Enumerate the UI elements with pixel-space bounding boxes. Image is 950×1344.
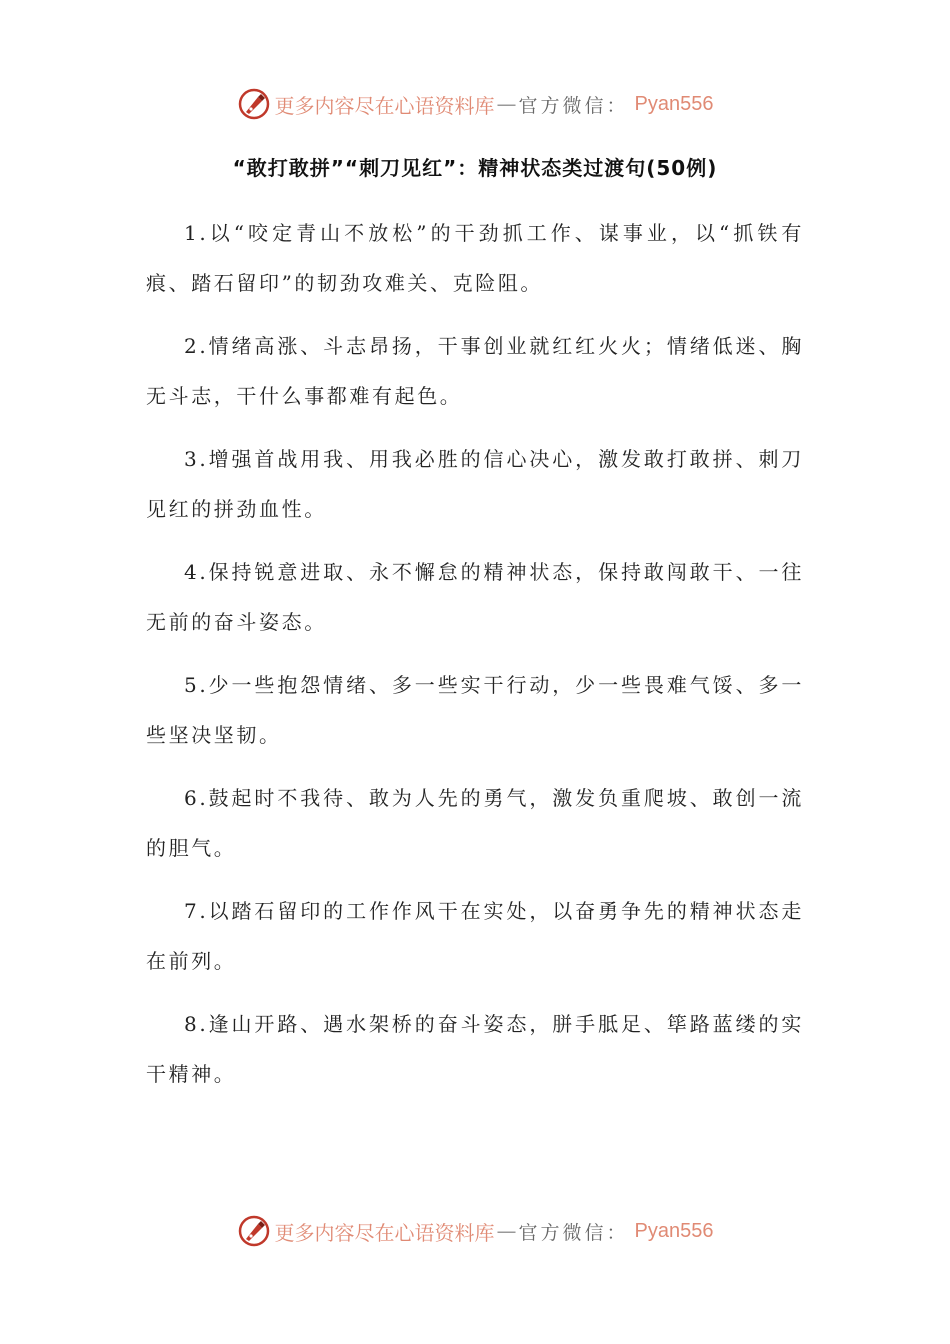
site-name: 更多内容尽在心语资料库	[274, 1220, 495, 1245]
list-item: 4.保持锐意进取、永不懈怠的精神状态，保持敢闯敢干、一往无前的奋斗姿态。	[146, 560, 804, 634]
list-item: 6.鼓起时不我待、敢为人先的勇气，激发负重爬坡、敢创一流的胆气。	[146, 786, 804, 860]
sentence-list	[146, 208, 804, 1112]
list-item: 7.以踏石留印的工作作风干在实处，以奋勇争先的精神状态走在前列。	[146, 899, 804, 973]
wechat-label: 官方微信：	[518, 1221, 629, 1244]
pen-nib-logo-icon	[237, 1214, 271, 1248]
list-item: 3.增强首战用我、用我必胜的信心决心，激发敢打敢拼、刺刀见红的拼劲血性。	[146, 447, 804, 521]
pen-nib-logo-icon	[237, 87, 271, 121]
list-item: 1.以“咬定青山不放松”的干劲抓工作、谋事业，以“抓铁有痕、踏石留印”的韧劲攻难关、克险阻。	[146, 221, 804, 295]
wechat-id: Pyan556	[634, 92, 714, 115]
site-name: 更多内容尽在心语资料库	[274, 93, 495, 118]
wechat-label: 官方微信：	[518, 94, 629, 117]
header-banner	[0, 84, 950, 124]
list-item: 8.逢山开路、遇水架桥的奋斗姿态，胼手胝足、筚路蓝缕的实干精神。	[146, 1012, 804, 1086]
list-item: 2.情绪高涨、斗志昂扬，干事创业就红红火火；情绪低迷、胸无斗志，干什么事都难有起色。	[146, 334, 804, 408]
document-title: “敢打敢拼”“刺刀见红”：精神状态类过渡句(50例)	[232, 156, 718, 180]
footer-banner	[0, 1211, 950, 1251]
banner-dash: —	[496, 92, 517, 116]
banner-dash: —	[496, 1219, 517, 1243]
list-item: 5.少一些抱怨情绪、多一些实干行动，少一些畏难气馁、多一些坚决坚韧。	[146, 673, 804, 747]
wechat-id: Pyan556	[634, 1219, 714, 1242]
